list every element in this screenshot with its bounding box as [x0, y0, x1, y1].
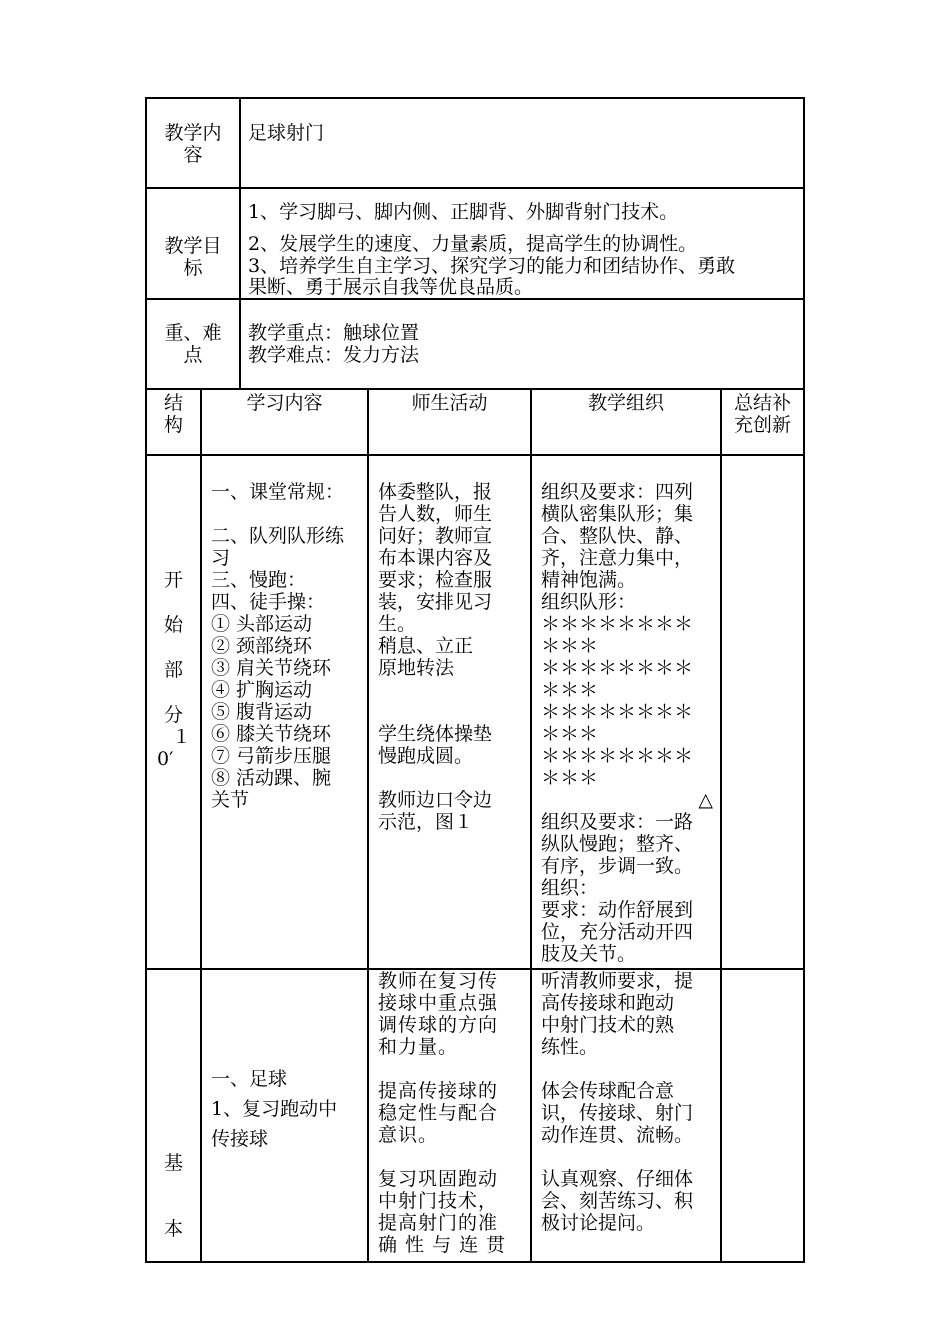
start-label-char: 开	[164, 569, 184, 591]
formation-row: ＊＊＊	[541, 679, 599, 701]
list-item: 有序，步调一致。	[541, 855, 694, 877]
start-activity-list	[378, 481, 492, 833]
basic-organization-list	[541, 970, 693, 1234]
list-item: ⑦ 弓箭步压腿	[211, 745, 332, 767]
goal-item: 1、学习脚弓、脚内侧、正脚背、外脚背射门技术。	[248, 201, 679, 223]
list-item: 确 性 与 连 贯	[378, 1234, 507, 1256]
list-item: 中射门技术的熟	[541, 1014, 675, 1036]
list-item: 横队密集队形；集	[541, 503, 694, 525]
col-header-structure: 结 构	[163, 392, 183, 436]
goal-label: 教学目 标	[164, 235, 222, 279]
list-item: 极讨论提问。	[541, 1212, 656, 1234]
list-item: 告人数，师生	[378, 503, 493, 525]
list-item: 学生绕体操垫	[378, 723, 493, 745]
formation-row: ＊＊＊	[541, 723, 599, 745]
list-item	[378, 1146, 506, 1168]
list-item: 组织队形：	[541, 591, 637, 613]
list-item: ③ 肩关节绕环	[211, 657, 332, 679]
list-item: ⑧ 活动踝、腕	[211, 767, 332, 789]
list-item: 高传接球和跑动	[541, 992, 675, 1014]
list-item: 意识。	[378, 1124, 439, 1146]
goal-item: 果断、勇于展示自我等优良品质。	[248, 276, 534, 298]
focus-lines	[248, 322, 419, 366]
row-divider-columns	[145, 454, 805, 456]
focus-label: 重、难 点	[164, 322, 222, 366]
list-item: 慢跑成圆。	[378, 745, 474, 767]
list-item: 一、课堂常规：	[211, 481, 345, 503]
list-item: 生。	[378, 613, 417, 635]
list-item: 组织及要求：一路	[541, 811, 694, 833]
list-item: 关节	[211, 789, 250, 811]
list-item: 认真观察、仔细体	[541, 1168, 694, 1190]
list-item: 提高传接球的	[378, 1080, 499, 1102]
list-item: 问好；教师宣	[378, 525, 493, 547]
list-item: 调传球的方向	[378, 1014, 499, 1036]
basic-label-char: 基	[164, 1152, 184, 1174]
col-divider-4	[720, 388, 722, 1263]
list-item: 示范，图１	[378, 811, 474, 833]
list-item: ① 头部运动	[211, 613, 313, 635]
start-label-char: 分	[164, 704, 184, 726]
list-item: 教师在复习传	[378, 970, 499, 992]
goal-item: 3、培养学生自主学习、探究学习的能力和团结协作、勇敢	[248, 255, 736, 277]
row-divider-focus	[145, 388, 805, 390]
list-item: 原地转法	[378, 657, 455, 679]
table-border-right	[803, 97, 805, 1263]
list-item	[378, 679, 492, 701]
list-item: 听清教师要求，提	[541, 970, 694, 992]
list-item: 教师边口令边	[378, 789, 493, 811]
list-item: 三、慢跑：	[211, 569, 307, 591]
list-item: 习	[211, 547, 231, 569]
list-item: 会、刻苦练习、积	[541, 1190, 694, 1212]
content-label: 教学内 容	[164, 122, 222, 166]
list-item: ④ 扩胸运动	[211, 679, 313, 701]
list-item: 体委整队，报	[378, 481, 493, 503]
list-item: 传接球	[211, 1128, 269, 1150]
col-header-content: 学习内容	[246, 392, 323, 414]
list-item	[541, 1058, 693, 1080]
table-border-top	[145, 97, 805, 99]
header-label-divider	[239, 97, 241, 390]
list-item: 四、徒手操：	[211, 591, 326, 613]
start-duration: １	[172, 726, 192, 748]
list-item: 要求：动作舒展到	[541, 899, 694, 921]
list-item: ⑥ 膝关节绕环	[211, 723, 332, 745]
list-item: ② 颈部绕环	[211, 635, 313, 657]
focus-line: 教学难点：发力方法	[248, 344, 420, 366]
formation-row: ＊＊＊＊＊＊＊＊	[541, 701, 694, 723]
list-item: 稳定性与配合	[378, 1102, 499, 1124]
formation-row: ＊＊＊＊＊＊＊＊	[541, 657, 694, 679]
list-item: 和力量。	[378, 1036, 459, 1058]
table-border-bottom	[145, 1261, 805, 1263]
formation-row: ＊＊＊＊＊＊＊＊	[541, 745, 694, 767]
row-divider-content	[145, 187, 805, 189]
list-item: 中射门技术，	[378, 1190, 499, 1212]
basic-content-list	[211, 1064, 337, 1154]
list-item: 组织及要求：四列	[541, 481, 694, 503]
list-item	[211, 503, 344, 525]
start-content-list	[211, 481, 344, 811]
list-item: 接球中重点强	[378, 992, 499, 1014]
list-item	[378, 1058, 506, 1080]
list-item	[378, 701, 492, 723]
list-item: 合、整队快、静、	[541, 525, 694, 547]
list-item: 齐，注意力集中，	[541, 547, 694, 569]
list-item: 动作连贯、流畅。	[541, 1124, 694, 1146]
list-item: 提高射门的准	[378, 1212, 499, 1234]
start-label-char: 部	[164, 659, 184, 681]
list-item: 体会传球配合意	[541, 1080, 675, 1102]
list-item: 精神饱满。	[541, 569, 637, 591]
start-label-char: 始	[164, 614, 184, 636]
list-item: 组织：	[541, 877, 599, 899]
col-header-activity: 师生活动	[411, 392, 488, 414]
list-item: 二、队列队形练	[211, 525, 345, 547]
col-divider-3	[530, 388, 532, 1263]
list-item	[378, 767, 492, 789]
col-header-organization: 教学组织	[587, 392, 664, 414]
content-value: 足球射门	[248, 122, 325, 144]
table-border-left	[145, 97, 147, 1263]
list-item: 识，传接球、射门	[541, 1102, 694, 1124]
list-item: 布本课内容及	[378, 547, 493, 569]
list-item: ⑤ 腹背运动	[211, 701, 313, 723]
list-item: 位，充分活动开四	[541, 921, 694, 943]
col-divider-1	[200, 388, 202, 1263]
list-item: 练性。	[541, 1036, 599, 1058]
focus-line: 教学重点：触球位置	[248, 322, 420, 344]
basic-label-char: 本	[164, 1218, 184, 1240]
list-item: 1、复习跑动中	[211, 1098, 338, 1120]
start-organization-list	[541, 481, 713, 965]
formation-row: ＊＊＊	[541, 635, 599, 657]
col-header-summary: 总结补 充创新	[733, 392, 791, 436]
list-item: 装，安排见习	[378, 591, 493, 613]
list-item: 肢及关节。	[541, 943, 637, 965]
col-divider-2	[367, 388, 369, 1263]
formation-row: ＊＊＊	[541, 767, 599, 789]
list-item: 稍息、立正	[378, 635, 474, 657]
goal-item: 2、发展学生的速度、力量素质，提高学生的协调性。	[248, 233, 698, 255]
formation-row: ＊＊＊＊＊＊＊＊	[541, 613, 694, 635]
list-item: 纵队慢跑；整齐、	[541, 833, 694, 855]
list-item: 复习巩固跑动	[378, 1168, 499, 1190]
row-divider-goal	[145, 298, 805, 300]
teacher-triangle-icon: △	[698, 789, 713, 811]
basic-activity-list	[378, 970, 506, 1256]
list-item	[541, 1146, 693, 1168]
list-item: 要求；检查服	[378, 569, 493, 591]
list-item: 一、足球	[211, 1068, 288, 1090]
start-duration: 0′	[157, 748, 174, 770]
